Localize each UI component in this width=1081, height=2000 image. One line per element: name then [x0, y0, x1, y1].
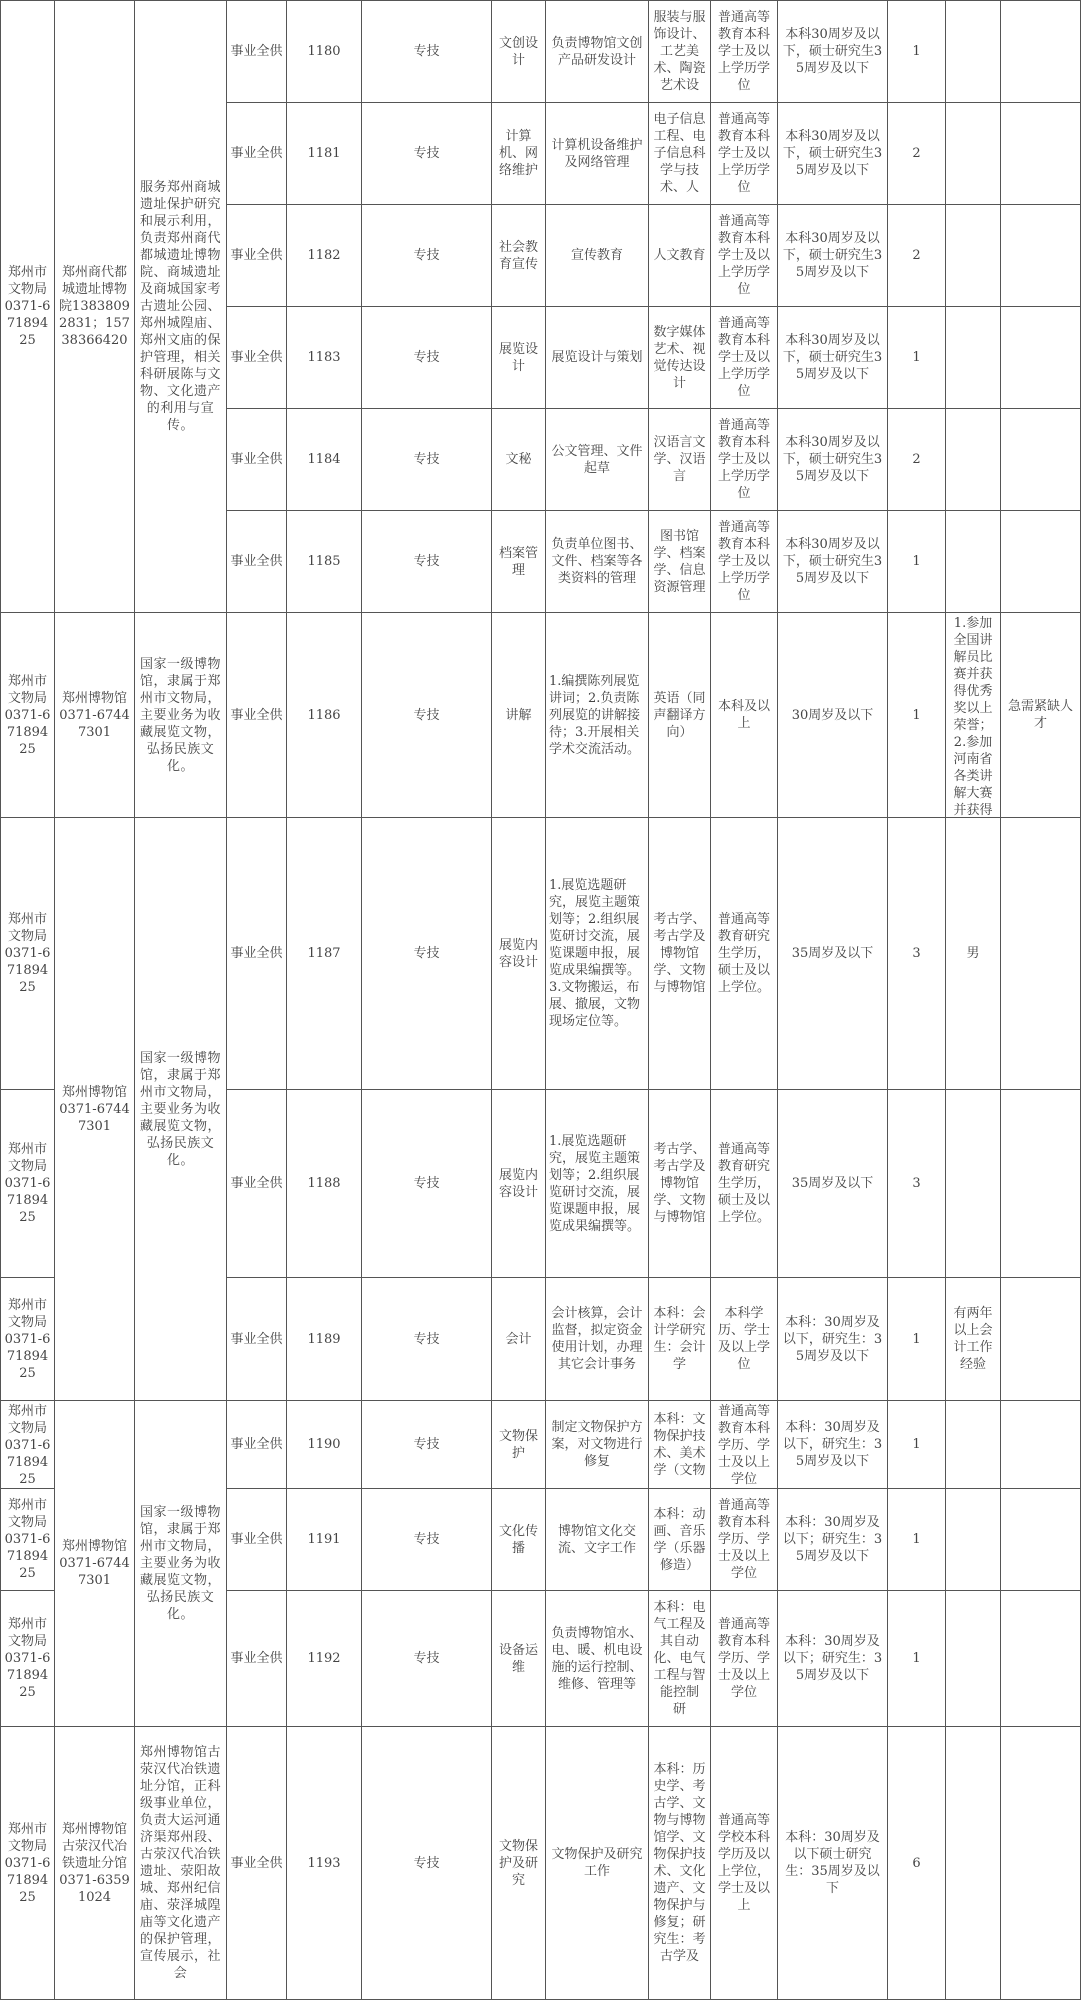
- other-requirements-cell: [946, 1401, 1001, 1489]
- headcount-cell: 1: [888, 613, 946, 818]
- post-type-cell: 专技: [362, 307, 492, 409]
- duty-cell: 宣传教育: [546, 205, 649, 307]
- unit-description-cell: [135, 1727, 227, 2000]
- remark-cell: [1001, 103, 1081, 205]
- post-code-cell: 1188: [287, 1090, 362, 1278]
- funding-nature-cell: 事业全供: [227, 409, 287, 511]
- other-requirements-cell: [946, 1591, 1001, 1727]
- post-code-cell: 1181: [287, 103, 362, 205]
- funding-nature-cell: 事业全供: [227, 1401, 287, 1489]
- dept-cell: 郑州市文物局0371-67189425: [1, 613, 55, 818]
- age-cell: 35周岁及以下: [778, 818, 888, 1090]
- post-name-cell: 文物保护及研究: [492, 1727, 546, 2000]
- post-name-cell: 文创设计: [492, 1, 546, 103]
- other-requirements-text: 1.参加全国讲解员比赛并获得优秀奖以上荣誉；2.参加河南省各类讲解大赛并获得: [953, 616, 993, 818]
- age-cell: 本科：30周岁及以下；研究生：35周岁及以下: [778, 1591, 888, 1727]
- major-text: 本科：历史学、考古学、文物与博物馆学、文物保护技术、文化遗产、文物保护与修复；研究生：考古学及: [653, 1762, 706, 1964]
- duty-cell: 文物保护及研究工作: [546, 1727, 649, 2000]
- duty-cell: 负责单位图书、文件、档案等各类资料的管理: [546, 511, 649, 613]
- post-code-cell: 1186: [287, 613, 362, 818]
- unit-description-cell: 服务郑州商城遗址保护研究和展示利用，负责郑州商代都城遗址博物院、商城遗址及商城国家考古遗址公园、郑州城隍庙、郑州文庙的保护管理，相关科研展陈与文物、文化遗产的利用与宣传。: [135, 1, 227, 613]
- major-text: 本科：电气工程及其自动化、电气工程与智能控制 研: [653, 1600, 713, 1717]
- funding-nature-cell: 事业全供: [227, 1, 287, 103]
- unit-description-cell: 国家一级博物馆，隶属于郑州市文物局，主要业务为收藏展览文物，弘扬民族文化。: [135, 1401, 227, 1727]
- dept-cell: 郑州市文物局0371-67189425: [1, 1, 55, 613]
- dept-cell: 郑州市文物局0371-67189425: [1, 1278, 55, 1401]
- major-cell: 英语（同声翻译方向）: [649, 613, 711, 818]
- post-code-cell: 1192: [287, 1591, 362, 1727]
- table-row: [1, 613, 1081, 818]
- headcount-cell: 1: [888, 1278, 946, 1401]
- major-cell: [649, 103, 711, 205]
- post-name-cell: 社会教育宣传: [492, 205, 546, 307]
- funding-nature-cell: 事业全供: [227, 1489, 287, 1591]
- age-cell: 本科30周岁及以下，硕士研究生35周岁及以下: [778, 307, 888, 409]
- post-code-cell: 1193: [287, 1727, 362, 2000]
- age-cell: 本科30周岁及以下，硕士研究生35周岁及以下: [778, 511, 888, 613]
- headcount-cell: 6: [888, 1727, 946, 2000]
- duty-cell: 公文管理、文件起草: [546, 409, 649, 511]
- post-name-cell: 展览设计: [492, 307, 546, 409]
- other-requirements-cell: [946, 1, 1001, 103]
- post-type-cell: 专技: [362, 1401, 492, 1489]
- dept-cell: 郑州市文物局0371-67189425: [1, 1090, 55, 1278]
- duty-cell: 1.展览选题研究，展览主题策划等；2.组织展览研讨交流，展览课题申报，展览成果编撰等。3.文物搬运，布展、撤展，文物现场定位等。: [546, 818, 649, 1090]
- major-cell: [649, 1591, 711, 1727]
- table-row: [1, 818, 1081, 1090]
- post-code-cell: 1182: [287, 205, 362, 307]
- other-requirements-cell: [946, 613, 1001, 818]
- education-cell: 本科学历、学士及以上学位: [711, 1278, 778, 1401]
- major-text: 本科：文物保护技术、美术学（文物: [653, 1411, 706, 1478]
- headcount-cell: 2: [888, 103, 946, 205]
- post-type-cell: 专技: [362, 1090, 492, 1278]
- education-cell: 普通高等教育本科学士及以上学历学位: [711, 511, 778, 613]
- post-name-cell: 讲解: [492, 613, 546, 818]
- age-cell: 本科30周岁及以下，硕士研究生35周岁及以下: [778, 1, 888, 103]
- major-cell: 数字媒体艺术、视觉传达设计: [649, 307, 711, 409]
- headcount-cell: 3: [888, 1090, 946, 1278]
- post-name-cell: 会计: [492, 1278, 546, 1401]
- age-cell: 本科：30周岁及以下，研究生：35周岁及以下: [778, 1278, 888, 1401]
- dept-cell: 郑州市文物局0371-67189425: [1, 1489, 55, 1591]
- funding-nature-cell: 事业全供: [227, 307, 287, 409]
- headcount-cell: 2: [888, 409, 946, 511]
- table-row: [1, 1727, 1081, 2000]
- age-cell: 本科：30周岁及以下；研究生：35周岁及以下: [778, 1489, 888, 1591]
- education-cell: [711, 1401, 778, 1489]
- dept-cell: 郑州市文物局0371-67189425: [1, 818, 55, 1090]
- major-text: 电子信息工程、电子信息科学与技术、人: [653, 112, 706, 195]
- unit-cell: 郑州博物馆0371-67447301: [55, 613, 135, 818]
- major-cell: 图书馆学、档案学、信息资源管理: [649, 511, 711, 613]
- post-type-cell: 专技: [362, 103, 492, 205]
- post-type-cell: 专技: [362, 1489, 492, 1591]
- post-code-cell: 1189: [287, 1278, 362, 1401]
- post-code-cell: 1180: [287, 1, 362, 103]
- headcount-cell: 3: [888, 818, 946, 1090]
- post-name-cell: 文物保护: [492, 1401, 546, 1489]
- duty-cell: 计算机设备维护及网络管理: [546, 103, 649, 205]
- other-requirements-cell: [946, 1090, 1001, 1278]
- table-row: [1, 1, 1081, 103]
- duty-cell: 展览设计与策划: [546, 307, 649, 409]
- funding-nature-cell: 事业全供: [227, 1727, 287, 2000]
- other-requirements-cell: [946, 511, 1001, 613]
- post-code-cell: 1191: [287, 1489, 362, 1591]
- post-name-cell: 文化传播: [492, 1489, 546, 1591]
- dept-cell: 郑州市文物局0371-67189425: [1, 1591, 55, 1727]
- headcount-cell: 1: [888, 307, 946, 409]
- headcount-cell: 1: [888, 1489, 946, 1591]
- duty-cell: 制定文物保护方案，对文物进行修复: [546, 1401, 649, 1489]
- education-cell: 普通高等教育本科学历、学士及以上学位: [711, 1591, 778, 1727]
- education-cell: 普通高等教育本科学士及以上学历学位: [711, 103, 778, 205]
- post-name-cell: 展览内容设计: [492, 1090, 546, 1278]
- dept-text: 郑州市文物局0371-67189425: [4, 1404, 51, 1487]
- education-cell: 普通高等教育研究生学历，硕士及以上学位。: [711, 818, 778, 1090]
- major-cell: 人文教育: [649, 205, 711, 307]
- funding-nature-cell: 事业全供: [227, 613, 287, 818]
- age-cell: 本科30周岁及以下，硕士研究生35周岁及以下: [778, 205, 888, 307]
- other-requirements-cell: [946, 1489, 1001, 1591]
- remark-cell: [1001, 1727, 1081, 2000]
- remark-cell: [1001, 1, 1081, 103]
- table-row: [1, 1401, 1081, 1489]
- funding-nature-cell: 事业全供: [227, 205, 287, 307]
- major-cell: [649, 1727, 711, 2000]
- duty-cell: 负责博物馆文创产品研发设计: [546, 1, 649, 103]
- duty-cell: 负责博物馆水、电、暖、机电设施的运行控制、维修、管理等: [546, 1591, 649, 1727]
- age-cell: 本科30周岁及以下，硕士研究生35周岁及以下: [778, 409, 888, 511]
- education-cell: 普通高等教育研究生学历，硕士及以上学位。: [711, 1090, 778, 1278]
- post-type-cell: 专技: [362, 1, 492, 103]
- age-cell: 本科：30周岁及以下硕士研究生：35周岁及以下: [778, 1727, 888, 2000]
- unit-cell: 郑州博物馆0371-67447301: [55, 818, 135, 1401]
- headcount-cell: 1: [888, 1591, 946, 1727]
- major-cell: 本科：会计学研究生：会计学: [649, 1278, 711, 1401]
- unit-description-cell: 国家一级博物馆，隶属于郑州市文物局，主要业务为收藏展览文物，弘扬民族文化。: [135, 818, 227, 1401]
- major-cell: 本科：动画、音乐学（乐器修造）: [649, 1489, 711, 1591]
- major-cell: [649, 1, 711, 103]
- age-cell: 本科：30周岁及以下，研究生：35周岁及以下: [778, 1401, 888, 1489]
- duty-cell: 会计核算，会计监督，拟定资金使用计划，办理其它会计事务: [546, 1278, 649, 1401]
- unit-cell: 郑州博物馆0371-67447301: [55, 1401, 135, 1727]
- post-type-cell: 专技: [362, 409, 492, 511]
- remark-cell: 急需紧缺人才: [1001, 613, 1081, 818]
- headcount-cell: 1: [888, 511, 946, 613]
- education-text: 普通高等教育本科学历、学士及以上学位: [717, 1404, 770, 1487]
- duty-cell: 博物馆文化交流、文字工作: [546, 1489, 649, 1591]
- post-type-cell: 专技: [362, 205, 492, 307]
- major-cell: [649, 1401, 711, 1489]
- other-requirements-cell: 有两年以上会计工作经验: [946, 1278, 1001, 1401]
- remark-cell: [1001, 409, 1081, 511]
- funding-nature-cell: 事业全供: [227, 1278, 287, 1401]
- remark-cell: [1001, 1090, 1081, 1278]
- remark-cell: [1001, 1401, 1081, 1489]
- remark-cell: [1001, 307, 1081, 409]
- duty-cell: 1.编撰陈列展览讲词；2.负责陈列展览的讲解接待；3.开展相关学术交流活动。: [546, 613, 649, 818]
- unit-cell: 郑州博物馆古荥汉代冶铁遗址分馆0371-63591024: [55, 1727, 135, 2000]
- post-type-cell: 专技: [362, 1727, 492, 2000]
- age-cell: 本科30周岁及以下，硕士研究生35周岁及以下: [778, 103, 888, 205]
- education-cell: 普通高等教育本科学士及以上学历学位: [711, 307, 778, 409]
- post-name-cell: 设备运维: [492, 1591, 546, 1727]
- dept-cell: [1, 1401, 55, 1489]
- major-cell: 汉语言文学、汉语言: [649, 409, 711, 511]
- remark-cell: [1001, 1489, 1081, 1591]
- major-cell: 考古学、考古学及博物馆学、文物与博物馆: [649, 818, 711, 1090]
- funding-nature-cell: 事业全供: [227, 1090, 287, 1278]
- post-type-cell: 专技: [362, 818, 492, 1090]
- education-cell: 普通高等教育本科学士及以上学历学位: [711, 1, 778, 103]
- dept-cell: 郑州市文物局0371-67189425: [1, 1727, 55, 2000]
- post-type-cell: 专技: [362, 613, 492, 818]
- funding-nature-cell: 事业全供: [227, 1591, 287, 1727]
- other-requirements-cell: [946, 205, 1001, 307]
- post-name-cell: 展览内容设计: [492, 818, 546, 1090]
- other-requirements-cell: [946, 1727, 1001, 2000]
- other-requirements-cell: [946, 103, 1001, 205]
- education-cell: 普通高等教育本科学士及以上学历学位: [711, 205, 778, 307]
- unit-description-text: 郑州博物馆古荥汉代冶铁遗址分馆，正科级事业单位，负责大运河通济渠郑州段、古荥汉代冶铁遗址、荥阳故城、郑州纪信庙、荥泽城隍庙等文化遗产的保护管理，宣传展示，社会: [139, 1745, 221, 1981]
- headcount-cell: 1: [888, 1401, 946, 1489]
- age-cell: 30周岁及以下: [778, 613, 888, 818]
- major-text: 服装与服饰设计、工艺美术、陶瓷艺术设: [653, 10, 706, 93]
- remark-cell: [1001, 1591, 1081, 1727]
- post-code-cell: 1187: [287, 818, 362, 1090]
- post-type-cell: 专技: [362, 1278, 492, 1401]
- education-cell: 普通高等教育本科学历、学士及以上学位: [711, 1489, 778, 1591]
- remark-cell: [1001, 205, 1081, 307]
- post-code-cell: 1184: [287, 409, 362, 511]
- duty-cell: 1.展览选题研究，展览主题策划等；2.组织展览研讨交流，展览课题申报，展览成果编撰等。: [546, 1090, 649, 1278]
- funding-nature-cell: 事业全供: [227, 103, 287, 205]
- post-type-cell: 专技: [362, 511, 492, 613]
- remark-cell: [1001, 818, 1081, 1090]
- post-code-cell: 1185: [287, 511, 362, 613]
- education-cell: 普通高等教育本科学士及以上学历学位: [711, 409, 778, 511]
- major-cell: 考古学、考古学及博物馆学、文物与博物馆: [649, 1090, 711, 1278]
- funding-nature-cell: 事业全供: [227, 511, 287, 613]
- post-code-cell: 1183: [287, 307, 362, 409]
- other-requirements-cell: 男: [946, 818, 1001, 1090]
- remark-cell: [1001, 511, 1081, 613]
- remark-cell: [1001, 1278, 1081, 1401]
- funding-nature-cell: 事业全供: [227, 818, 287, 1090]
- post-code-cell: 1190: [287, 1401, 362, 1489]
- post-name-cell: 计算机、网络维护: [492, 103, 546, 205]
- headcount-cell: 2: [888, 205, 946, 307]
- age-cell: 35周岁及以下: [778, 1090, 888, 1278]
- post-name-cell: 档案管理: [492, 511, 546, 613]
- other-requirements-cell: [946, 307, 1001, 409]
- unit-description-cell: 国家一级博物馆，隶属于郑州市文物局，主要业务为收藏展览文物，弘扬民族文化。: [135, 613, 227, 818]
- education-cell: 普通高等学校本科学历及以上学位，学士及以上: [711, 1727, 778, 2000]
- post-type-cell: 专技: [362, 1591, 492, 1727]
- other-requirements-cell: [946, 409, 1001, 511]
- headcount-cell: 1: [888, 1, 946, 103]
- post-name-cell: 文秘: [492, 409, 546, 511]
- unit-cell: 郑州商代都城遗址博物院13838092831；15738366420: [55, 1, 135, 613]
- education-cell: 本科及以上: [711, 613, 778, 818]
